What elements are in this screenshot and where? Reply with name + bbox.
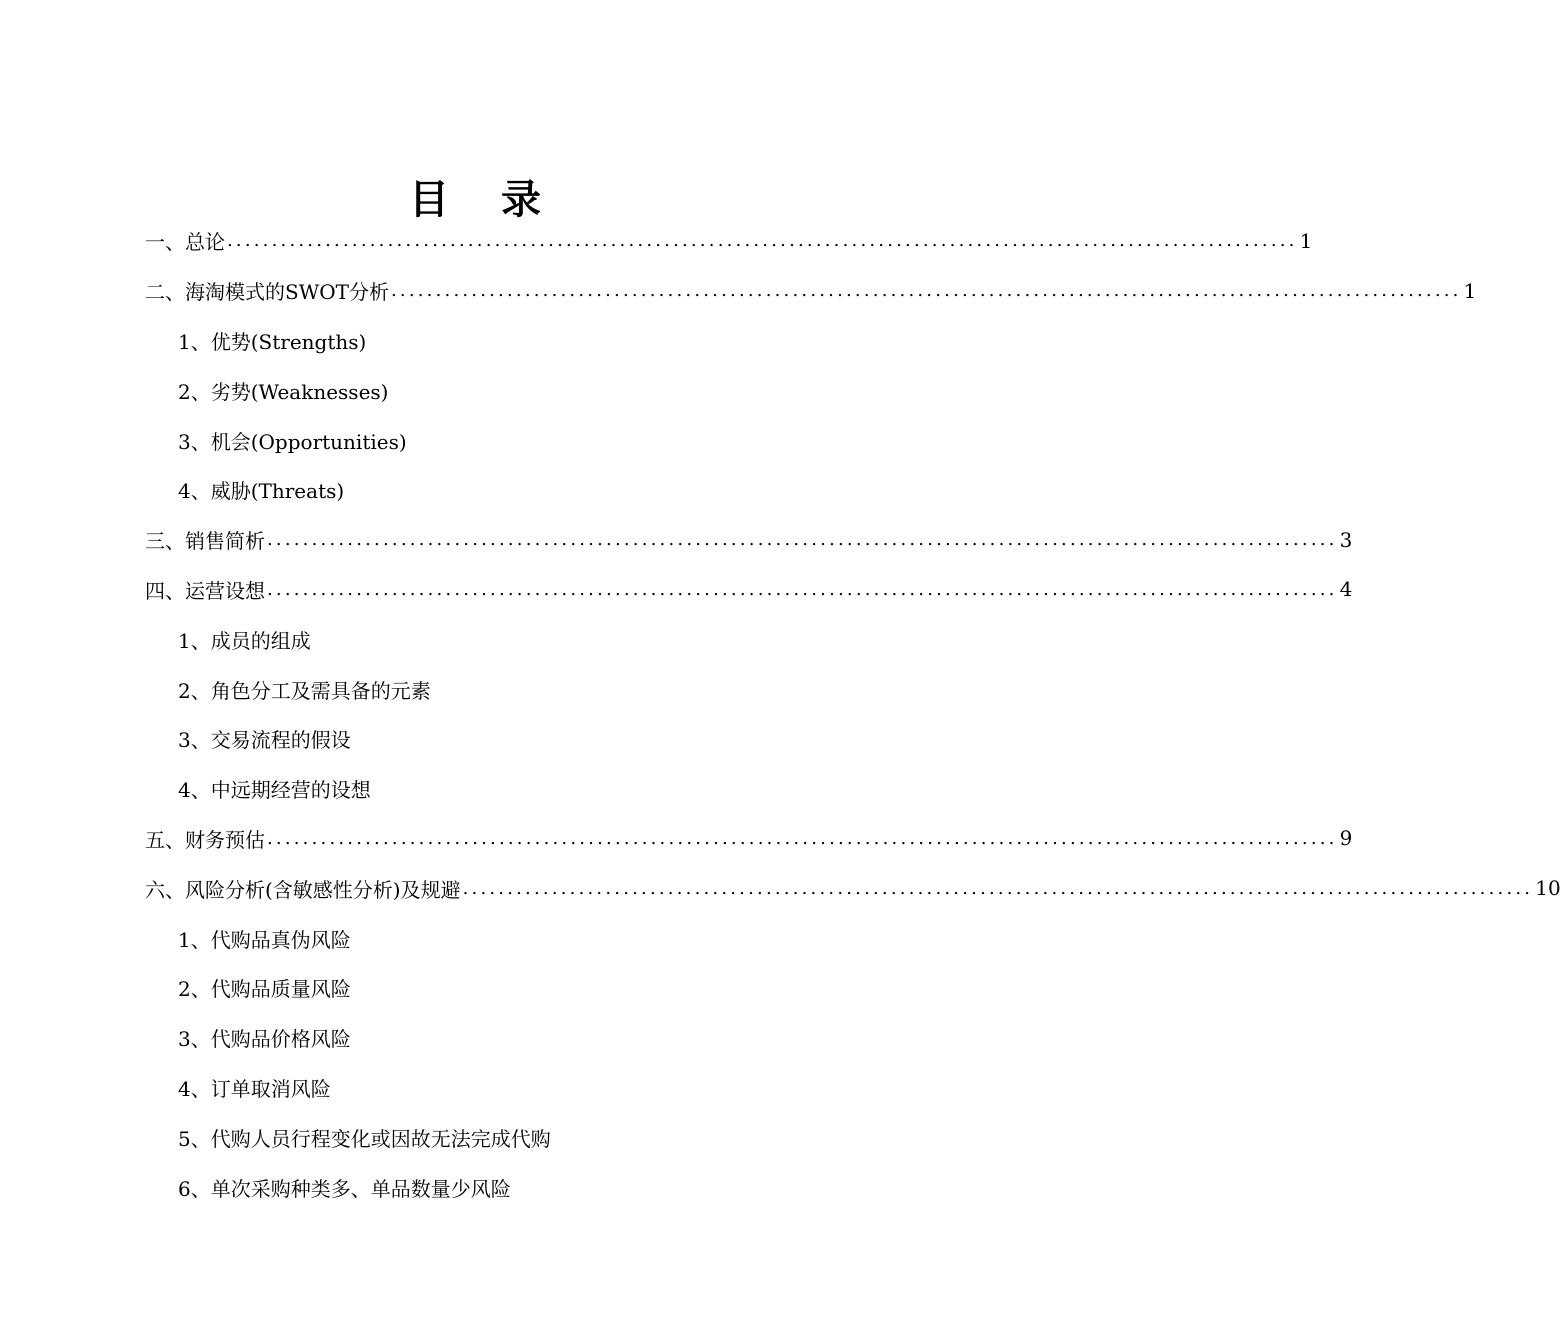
toc-entry[interactable] [145, 465, 807, 515]
toc-entry[interactable] [145, 1162, 807, 1212]
dot-leader: ........................................................................................................................ [391, 280, 1462, 302]
dot-leader: ........................................................................................................................ [267, 578, 1338, 600]
toc-entry-page: 1 [1299, 228, 1313, 253]
toc-entry[interactable] [145, 913, 807, 963]
toc-title-char: 录 [501, 176, 541, 223]
toc-entry[interactable] [145, 764, 807, 814]
toc-entry-label: 1、代购品真伪风险 [178, 927, 351, 952]
toc-entry[interactable] [145, 565, 1353, 615]
toc-entry[interactable] [145, 515, 1353, 565]
toc-entry[interactable] [145, 1013, 807, 1063]
toc-entry[interactable] [145, 316, 807, 366]
toc-entry-page: 9 [1339, 826, 1353, 851]
toc-entry[interactable] [145, 963, 807, 1013]
toc-entry-label: 6、单次采购种类多、单品数量少风险 [178, 1176, 511, 1201]
dot-leader: ........................................................................................................................ [227, 230, 1298, 252]
toc-entry-page: 1 [1463, 278, 1477, 303]
toc-entry-label: 5、代购人员行程变化或因故无法完成代购 [178, 1126, 551, 1151]
toc-entry-label: 四、运营设想 [145, 578, 265, 603]
dot-leader: ........................................................................................................................ [267, 827, 1338, 849]
toc-entry[interactable] [145, 365, 807, 415]
table-of-contents [145, 216, 1561, 1212]
toc-entry[interactable] [145, 1063, 807, 1113]
toc-entry-label: 3、机会(Opportunities) [178, 429, 407, 454]
toc-entry-label: 二、海淘模式的SWOT分析 [145, 280, 389, 305]
toc-entry[interactable] [145, 216, 1313, 266]
dot-leader: ........................................................................................................................ [462, 877, 1534, 899]
toc-entry[interactable] [145, 714, 807, 764]
toc-entry-label: 3、交易流程的假设 [178, 728, 351, 753]
toc-entry-label: 4、订单取消风险 [178, 1076, 331, 1101]
toc-entry-label: 一、总论 [145, 230, 225, 255]
toc-title-char: 目 [409, 176, 449, 223]
toc-entry-label: 2、角色分工及需具备的元素 [178, 678, 431, 703]
toc-entry-label: 2、劣势(Weaknesses) [178, 379, 389, 404]
toc-entry-page: 4 [1339, 577, 1353, 602]
toc-entry-label: 4、威胁(Threats) [178, 479, 345, 504]
toc-entry[interactable] [145, 1112, 807, 1162]
toc-entry-label: 2、代购品质量风险 [178, 977, 351, 1002]
dot-leader: ........................................................................................................................ [267, 529, 1338, 551]
toc-entry-page: 10 [1535, 876, 1561, 901]
toc-entry[interactable] [145, 664, 807, 714]
toc-entry-label: 4、中远期经营的设想 [178, 778, 371, 803]
toc-entry[interactable] [145, 266, 1477, 316]
toc-entry[interactable] [145, 814, 1353, 864]
toc-entry-page: 3 [1339, 527, 1353, 552]
toc-entry-label: 3、代购品价格风险 [178, 1027, 351, 1052]
toc-entry[interactable] [145, 415, 807, 465]
toc-entry-label: 五、财务预估 [145, 827, 265, 852]
toc-entry-label: 1、优势(Strengths) [178, 329, 367, 354]
toc-entry-label: 1、成员的组成 [178, 628, 311, 653]
toc-entry[interactable] [145, 863, 1561, 913]
toc-entry[interactable] [145, 614, 807, 664]
toc-entry-label: 六、风险分析(含敏感性分析)及规避 [145, 877, 461, 902]
toc-entry-label: 三、销售简析 [145, 529, 265, 554]
